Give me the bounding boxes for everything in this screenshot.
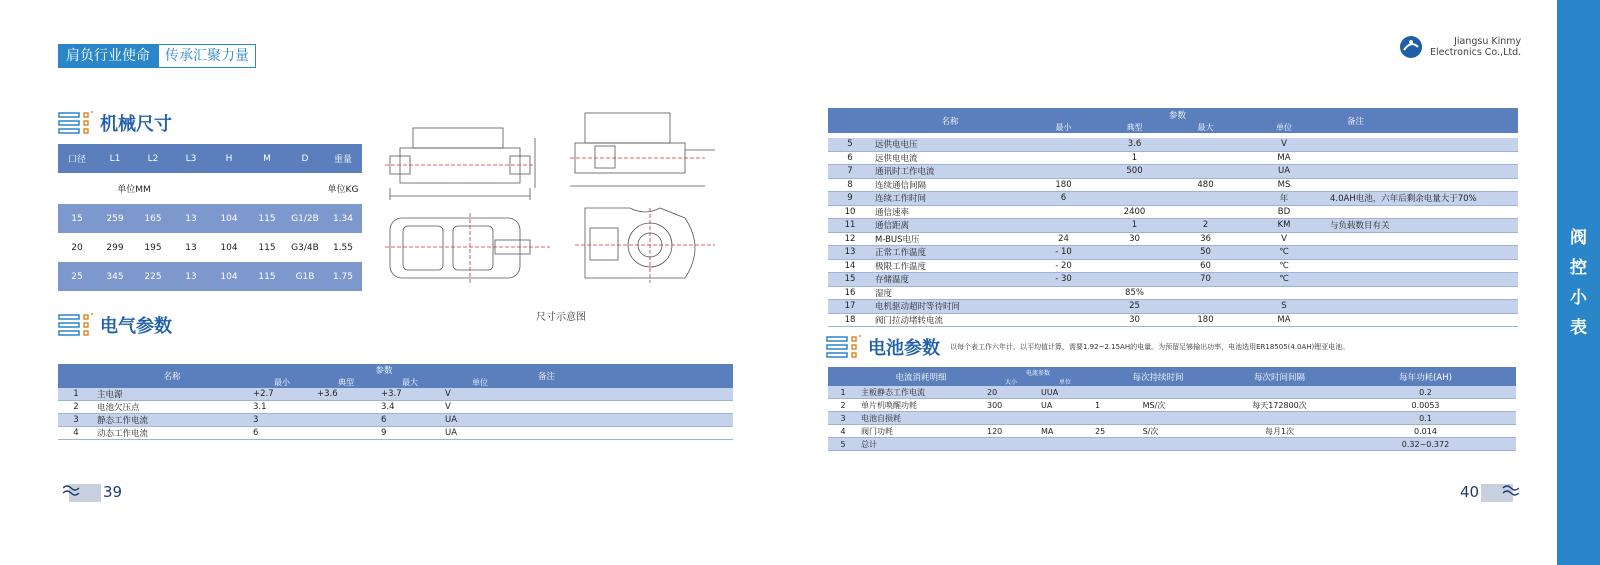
cell: 259: [96, 204, 134, 233]
col-header: 口径: [58, 144, 96, 173]
cell: [1170, 151, 1241, 165]
table-row: [828, 246, 1518, 260]
col-header: 电流消耗明细: [858, 367, 984, 386]
cell: 60: [1170, 259, 1241, 273]
cell: 3.1: [250, 401, 314, 414]
sub-header: 单位: [1241, 122, 1327, 133]
table-row: [58, 401, 733, 414]
mech-title: 机械尺寸: [100, 114, 172, 135]
cell: 1: [1092, 399, 1140, 412]
cell: 104: [210, 204, 248, 233]
table-row: [828, 286, 1518, 300]
cell: 180: [1170, 313, 1241, 327]
col-header: 名称: [94, 364, 250, 388]
table-row: [828, 386, 1516, 399]
batt-heading: [826, 334, 1349, 360]
section-icon: [826, 334, 862, 360]
cell: [1028, 138, 1099, 151]
cell: UA: [1241, 165, 1327, 179]
cell: 6: [1028, 192, 1099, 206]
cell: 9: [378, 427, 442, 440]
cell: 3: [250, 414, 314, 427]
cell: [1028, 313, 1099, 327]
cell: 8: [828, 178, 872, 192]
table-row: [828, 425, 1516, 438]
cell: 120: [984, 425, 1038, 438]
col-header: 电流参数: [984, 367, 1092, 377]
cell: [1224, 438, 1335, 451]
cell: 6: [828, 151, 872, 165]
table-row: [58, 204, 362, 233]
cell: MS: [1241, 178, 1327, 192]
table-row: [58, 233, 362, 262]
batt-table: [828, 367, 1516, 451]
cell: - 10: [1028, 246, 1099, 260]
batt-title: 电池参数: [868, 338, 940, 359]
cell: ℃: [1241, 273, 1327, 287]
cell: M-BUS电压: [872, 232, 1028, 246]
cell: ℃: [1241, 246, 1327, 260]
cell: [1327, 273, 1518, 287]
cell: [1327, 246, 1518, 260]
cell: [1099, 246, 1170, 260]
cell: 单片机唤醒功耗: [858, 399, 984, 412]
cell: S: [1241, 300, 1327, 314]
elec-heading: [58, 312, 172, 338]
col-header: 每次时间间隔: [1224, 367, 1335, 386]
cell: 动态工作电流: [94, 427, 250, 440]
cell: 4.0AH电池，六年后剩余电量大于70%: [1327, 192, 1518, 206]
wave-icon: [63, 482, 103, 502]
cell: 25: [58, 262, 96, 291]
sub-header: 典型: [314, 377, 378, 388]
table-row: [828, 151, 1518, 165]
table-row: [828, 178, 1518, 192]
cell: [314, 401, 378, 414]
table-row: [58, 427, 733, 440]
cell: [984, 412, 1038, 425]
cell: 与负载数目有关: [1327, 219, 1518, 233]
slogan-a: 肩负行业使命: [58, 44, 158, 68]
cell: 20: [58, 233, 96, 262]
cell: [1327, 259, 1518, 273]
cell: 远供电电流: [872, 151, 1028, 165]
cell: [1241, 286, 1327, 300]
table-row: [828, 412, 1516, 425]
col-header: 备注: [518, 364, 733, 388]
cell: [1140, 412, 1224, 425]
cell: 1: [1099, 151, 1170, 165]
col-header: 参数: [1028, 108, 1327, 122]
cell: 6: [250, 427, 314, 440]
cell: [1099, 259, 1170, 273]
side-title-char: 小: [1570, 287, 1587, 308]
cell: 电池欠压点: [94, 401, 250, 414]
mech-unit-row: [58, 173, 362, 204]
cell: MA: [1038, 425, 1092, 438]
table-row: [58, 414, 733, 427]
cell: [1170, 300, 1241, 314]
cell: 通讯时工作电流: [872, 165, 1028, 179]
page-number-right: [1460, 482, 1519, 502]
cell: [1170, 192, 1241, 206]
cell: ℃: [1241, 259, 1327, 273]
col-header: D: [286, 144, 324, 173]
cell: [314, 414, 378, 427]
cell: 1.75: [324, 262, 362, 291]
company-logo: [1398, 34, 1521, 60]
cell: 30: [1099, 313, 1170, 327]
cell: [984, 438, 1038, 451]
cell: 存储温度: [872, 273, 1028, 287]
table-row: [828, 300, 1518, 314]
cell: 85%: [1099, 286, 1170, 300]
page-number: 39: [103, 483, 123, 501]
col-header: 备注: [1327, 108, 1518, 133]
sub-header: 典型: [1099, 122, 1170, 133]
cell: [1092, 386, 1140, 399]
cell: UUA: [1038, 386, 1092, 399]
cell: 2: [828, 399, 858, 412]
cell: 11: [828, 219, 872, 233]
col-header: L1: [96, 144, 134, 173]
cell: UA: [442, 427, 518, 440]
cell: 1: [58, 388, 94, 401]
cell: 16: [828, 286, 872, 300]
cell: [1028, 286, 1099, 300]
cell: 阀门功耗: [858, 425, 984, 438]
sub-header: 最大: [378, 377, 442, 388]
cell: 225: [134, 262, 172, 291]
unit-mm: 单位MM: [96, 173, 172, 204]
cell: 6: [378, 414, 442, 427]
cell: MA: [1241, 313, 1327, 327]
cell: 2: [1170, 219, 1241, 233]
cell: 4: [828, 425, 858, 438]
cell: [1140, 438, 1224, 451]
cell: 165: [134, 204, 172, 233]
section-icon: [58, 312, 94, 338]
cell: 24: [1028, 232, 1099, 246]
table-row: [828, 138, 1518, 151]
table-row: [828, 165, 1518, 179]
cell: S/次: [1140, 425, 1224, 438]
cell: 9: [828, 192, 872, 206]
cell: [1038, 412, 1092, 425]
side-title-char: 阀: [1570, 227, 1587, 248]
param-table: [828, 108, 1518, 133]
cell: [1327, 138, 1518, 151]
cell: 5: [828, 138, 872, 151]
cell: 每天172800次: [1224, 399, 1335, 412]
cell: 300: [984, 399, 1038, 412]
cell: 13: [828, 246, 872, 260]
table-row: [828, 232, 1518, 246]
cell: 0.1: [1335, 412, 1516, 425]
table-row: [828, 273, 1518, 287]
cell: 345: [96, 262, 134, 291]
sub-header: 大小: [984, 377, 1038, 386]
cell: 115: [248, 204, 286, 233]
side-title-char: 表: [1570, 317, 1587, 338]
cell: [1140, 386, 1224, 399]
cell: 正常工作温度: [872, 246, 1028, 260]
cell: 13: [172, 204, 210, 233]
elec-title: 电气参数: [100, 316, 172, 337]
cell: 湿度: [872, 286, 1028, 300]
mech-header-row: [58, 144, 362, 173]
cell: 500: [1099, 165, 1170, 179]
cell: +3.7: [378, 388, 442, 401]
table-row: [828, 219, 1518, 233]
cell: 14: [828, 259, 872, 273]
cell: 115: [248, 262, 286, 291]
cell: 主电源: [94, 388, 250, 401]
cell: [1170, 205, 1241, 219]
cell: 299: [96, 233, 134, 262]
cell: 25: [1092, 425, 1140, 438]
cell: [1092, 438, 1140, 451]
table-row: [58, 262, 362, 291]
slogan-b: 传承汇聚力量: [158, 44, 256, 68]
cell: KM: [1241, 219, 1327, 233]
cell: 195: [134, 233, 172, 262]
sub-header: 最大: [1170, 122, 1241, 133]
cell: [1327, 313, 1518, 327]
cell: BD: [1241, 205, 1327, 219]
table-row: [828, 259, 1518, 273]
cell: [1038, 438, 1092, 451]
cell: 1.55: [324, 233, 362, 262]
cell: [314, 427, 378, 440]
cell: V: [1241, 232, 1327, 246]
cell: 静态工作电流: [94, 414, 250, 427]
table-row: [828, 205, 1518, 219]
cell: 25: [1099, 300, 1170, 314]
section-icon: [58, 110, 94, 136]
cell: 20: [984, 386, 1038, 399]
mech-table: [58, 144, 362, 291]
dimension-drawings: [385, 108, 725, 288]
cell: [1092, 412, 1140, 425]
cell: V: [442, 401, 518, 414]
col-header: H: [210, 144, 248, 173]
mech-heading: [58, 110, 172, 136]
cell: 极限工作温度: [872, 259, 1028, 273]
company-name: [1430, 36, 1521, 58]
sub-header: 最小: [1028, 122, 1099, 133]
cell: 0.32~0.372: [1335, 438, 1516, 451]
cell: [1327, 232, 1518, 246]
company-name-line2: Electronics Co.,Ltd.: [1430, 47, 1522, 58]
cell: 70: [1170, 273, 1241, 287]
company-name-line1: Jiangsu Kinmy: [1454, 36, 1522, 47]
cell: G3/4B: [286, 233, 324, 262]
col-header: L3: [172, 144, 210, 173]
cell: G1B: [286, 262, 324, 291]
cell: [1028, 151, 1099, 165]
col-header: 每次持续时间: [1092, 367, 1224, 386]
cell: 远供电电压: [872, 138, 1028, 151]
page-number-left: [63, 482, 122, 502]
diagram-caption: 尺寸示意图: [536, 312, 586, 323]
cell: 1: [1099, 219, 1170, 233]
cell: 180: [1028, 178, 1099, 192]
col-header: 每年功耗(AH): [1335, 367, 1516, 386]
elec-table: [58, 364, 733, 440]
cell: [1099, 273, 1170, 287]
cell: 36: [1170, 232, 1241, 246]
cell: [1170, 286, 1241, 300]
cell: [1327, 165, 1518, 179]
cell: 0.014: [1335, 425, 1516, 438]
cell: 连续通信间隔: [872, 178, 1028, 192]
col-header: 重量: [324, 144, 362, 173]
wave-icon: [1479, 482, 1519, 502]
cell: 2400: [1099, 205, 1170, 219]
cell: 年: [1241, 192, 1327, 206]
cell: 115: [248, 233, 286, 262]
table-row: [828, 313, 1518, 327]
cell: [1327, 151, 1518, 165]
col-header: L2: [134, 144, 172, 173]
side-title-bar: [1557, 0, 1600, 565]
cell: 104: [210, 262, 248, 291]
cell: MA: [1241, 151, 1327, 165]
cell: [1028, 300, 1099, 314]
cell: V: [1241, 138, 1327, 151]
cell: 通信距离: [872, 219, 1028, 233]
cell: 0.2: [1335, 386, 1516, 399]
cell: [1099, 178, 1170, 192]
cell: MS/次: [1140, 399, 1224, 412]
batt-note: 以每个表工作六年计，以平均值计算，需要1.92~2.15AH的电量。为预留足够输出功率，电池选用ER18505(4.0AH)锂亚电池。: [950, 343, 1350, 351]
sub-header: 单位: [1038, 377, 1092, 386]
cell: 电池自损耗: [858, 412, 984, 425]
cell: 1.34: [324, 204, 362, 233]
cell: 阀门拉动堵转电流: [872, 313, 1028, 327]
cell: 3.6: [1099, 138, 1170, 151]
slogan-banner: [58, 44, 256, 68]
cell: +3.6: [314, 388, 378, 401]
unit-kg: 单位KG: [324, 173, 362, 204]
col-header: M: [248, 144, 286, 173]
col-header: 参数: [250, 364, 518, 377]
cell: 30: [1099, 232, 1170, 246]
cell: 50: [1170, 246, 1241, 260]
cell: [1224, 386, 1335, 399]
cell: 104: [210, 233, 248, 262]
table-row: [828, 192, 1518, 206]
cell: 主板静态工作电流: [858, 386, 984, 399]
cell: G1/2B: [286, 204, 324, 233]
cell: UA: [442, 414, 518, 427]
cell: 15: [58, 204, 96, 233]
cell: - 30: [1028, 273, 1099, 287]
cell: [1170, 138, 1241, 151]
cell: [1170, 165, 1241, 179]
cell: 10: [828, 205, 872, 219]
cell: 4: [58, 427, 94, 440]
cell: [1327, 178, 1518, 192]
cell: 5: [828, 438, 858, 451]
cell: 17: [828, 300, 872, 314]
cell: [1224, 412, 1335, 425]
cell: [1327, 286, 1518, 300]
cell: 通信速率: [872, 205, 1028, 219]
cell: V: [442, 388, 518, 401]
cell: 连续工作时间: [872, 192, 1028, 206]
cell: 18: [828, 313, 872, 327]
cell: 13: [172, 233, 210, 262]
page-number: 40: [1460, 483, 1480, 501]
cell: 480: [1170, 178, 1241, 192]
table-row: [828, 438, 1516, 451]
sub-header: 单位: [442, 377, 518, 388]
cell: 每月1次: [1224, 425, 1335, 438]
cell: 总计: [858, 438, 984, 451]
cell: 0.0053: [1335, 399, 1516, 412]
cell: 3: [58, 414, 94, 427]
cell: - 20: [1028, 259, 1099, 273]
cell: [1028, 165, 1099, 179]
cell: 3: [828, 412, 858, 425]
cell: 2: [58, 401, 94, 414]
cell: [1099, 192, 1170, 206]
cell: UA: [1038, 399, 1092, 412]
table-row: [58, 388, 733, 401]
cell: [1028, 205, 1099, 219]
param-table-body: [828, 138, 1518, 327]
cell: 电机驱动超时等待时间: [872, 300, 1028, 314]
cell: 15: [828, 273, 872, 287]
company-logo-icon: [1398, 34, 1424, 60]
cell: 13: [172, 262, 210, 291]
table-row: [828, 399, 1516, 412]
sub-header: 最小: [250, 377, 314, 388]
col-header: 名称: [872, 108, 1028, 133]
cell: [1028, 219, 1099, 233]
cell: +2.7: [250, 388, 314, 401]
cell: [1327, 205, 1518, 219]
side-title-char: 控: [1570, 257, 1587, 278]
cell: [1327, 300, 1518, 314]
cell: 1: [828, 386, 858, 399]
cell: 12: [828, 232, 872, 246]
cell: 7: [828, 165, 872, 179]
cell: 3.4: [378, 401, 442, 414]
